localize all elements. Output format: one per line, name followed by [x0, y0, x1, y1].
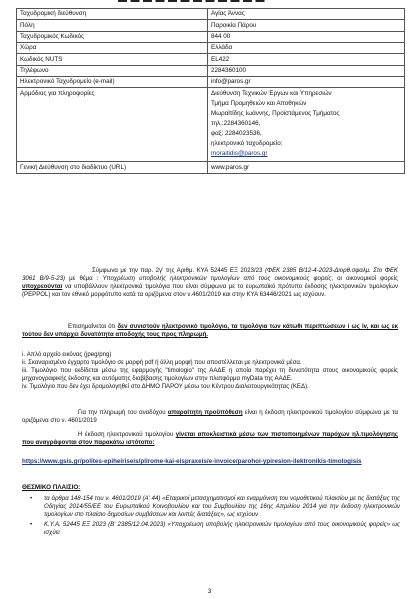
- contact-email-link[interactable]: moraitidis@paros.gr: [211, 149, 268, 157]
- info-value: info@paros.gr: [208, 76, 405, 87]
- contact-phone: τηλ.:2284360146,: [211, 119, 261, 127]
- legal-framework-list: [22, 495, 400, 539]
- paragraph-not-einvoice: Επισημαίνεται ότι δεν συνιστούν ηλεκτρονικό τιμολόγιο, τα τιμολόγια των κάτωθι περιπτώσεων i ως iv, και ως εκ τούτου δεν υπάρχει δυνατότητα αποδοχής τους προς πληρωμή.: [22, 323, 398, 339]
- info-value: Ελλάδα: [208, 42, 405, 53]
- website-row: [17, 162, 405, 173]
- exclusion-item-1: i. Απλό αρχείο εικόνας (jpeg/png): [22, 351, 112, 358]
- paragraph-payment-condition: Για την πληρωμή του αναδόχου απαραίτητη προϋπόθεση είναι η έκδοση ηλεκτρονικού τιμολογίου σύμφωνα με τα οριζόμενα στο ν. 4601/2019: [22, 409, 398, 425]
- info-value: EL422: [208, 54, 405, 65]
- info-label: Πόλη: [17, 20, 208, 31]
- contact-section: Τμήμα Προμηθειών και Αποθηκών: [211, 99, 307, 107]
- info-row: [17, 20, 405, 31]
- info-value: Παροικία Πάρου: [208, 20, 405, 31]
- providers-link[interactable]: https://www.gsis.gr/polites-epiheiriseis/plirome-kai-eispraxeis/e-invoice/parohoi-ypiresion-ilektronikis-timologisis: [22, 458, 362, 465]
- info-row: [17, 65, 405, 76]
- info-row: [17, 9, 405, 20]
- contact-person: Μωραϊτίδης Ιωάννης, Προϊστάμενος Τμήματος: [211, 109, 340, 117]
- info-row: [17, 42, 405, 53]
- info-label: Ηλεκτρονικό Ταχυδρομείο (e-mail): [17, 76, 208, 87]
- info-row: [17, 54, 405, 65]
- info-value: Αγίας Άννας: [208, 9, 405, 20]
- contact-department: Διεύθυνση Τεχνικών Έργων και Υπηρεσιών: [211, 89, 332, 97]
- info-label: Τηλέφωνο: [17, 65, 208, 76]
- paragraph-providers: Η έκδοση ηλεκτρονικού τιμολογίου γίνεται αποκλειστικά μέσω των πιστοποιημένων παρόχων ηλ.τιμολόγησης που αναγράφονται στον παρακάτω ιστότοπο:: [22, 431, 398, 447]
- exclusion-item-3: iii. Τιμολόγιο που εκδίδεται μέσω της εφαρμογής "timologio" της ΑΑΔΕ η οποία παρέχει τη δυνατότητα στους οικονομικούς φορείς μηχανογραφικής έκδοσης και αυτόματης διαβίβασης τιμολογίων στην πλατφόρμα myData της ΑΑΔΕ.: [22, 367, 398, 383]
- info-label: Κωδικός NUTS: [17, 54, 208, 65]
- cropped-header-fragment: [0, 0, 419, 6]
- legal-item: • τα άρθρα 148-154 του ν. 4601/2019 (Α' 44) «Εταιρικοί μετασχηματισμοί και εναρμόνιση του νομοθετικού πλαισίου με τις διατάξεις της Οδηγίας 2014/55/ΕΕ του Ευρωπαϊκού Κοινοβουλίου και του Συμβουλίου της 16ης Απριλίου 2014 για την έκδοση ηλεκτρονικών τιμολογίων στο πλαίσιο δημοσίων συμβάσεων και λοιπές διατάξεις», ως ισχύουν: [30, 495, 400, 519]
- exclusion-item-4: iv. Τιμολόγιο που δεν έχει δρομολογηθεί στο ΔΗΜΟ ΠΑΡΟΥ μέσω του Κέντρου Διαλειτουργικότητας (ΚΕΔ).: [22, 383, 309, 391]
- contact-email-label: ηλεκτρονικό ταχυδρομείο:: [211, 139, 283, 147]
- info-row: [17, 31, 405, 42]
- contact-details: [208, 88, 405, 162]
- info-label: Χώρα: [17, 42, 208, 53]
- page-number: 3: [207, 588, 212, 595]
- info-value: 2284360100: [208, 65, 405, 76]
- website-link[interactable]: www.paros.gr: [208, 162, 405, 173]
- contact-row: [17, 88, 405, 162]
- contact-fax: φαξ: 2284023536,: [211, 129, 262, 137]
- info-label: Ταχυδρομική διεύθυνση: [17, 9, 208, 20]
- contact-label: Αρμόδιος για πληροφορίες: [17, 88, 208, 162]
- paragraph-einvoice-obligation: Σύμφωνα με την παρ. 2γ' της Αριθμ. ΚΥΑ 52445 ΕΞ 2023/23 (ΦΕΚ 2385 Β/12-4-2023-Διορθ.σφαλμ. Στο ΦΕΚ 3061 Β/9-5-23) με θέμα : Υποχρέωση υποβολής ηλεκτρονικών τιμολογίων από τους οικονομικούς φορείς, οι οικονομικοί φορείς υποχρεούνται να υποβάλλουν ηλεκτρονικά τιμολόγια που είναι σύμφωνα με το ευρωπαϊκό πρότυπο έκδοσης ηλεκτρονικών τιμολογίων (PEPPOL) και τον εθνικό μορφότυπο κατά τα οριζόμενα στον ν.4601/2019 και στην ΚΥΑ 63446/2021 ως ισχύουν.: [22, 267, 398, 299]
- contracting-authority-table: [16, 8, 405, 174]
- legal-item: • Κ.Υ.Α. 52445 ΕΞ 2023 (Β' 2385/12.04.2023) «Υποχρέωση υποβολής ηλεκτρονικών τιμολογίων από τους οικονομικούς φορείς» ως ισχύει: [30, 521, 400, 537]
- website-label: Γενική Διεύθυνση στο διαδίκτυο (URL): [17, 162, 208, 173]
- info-value: 844 00: [208, 31, 405, 42]
- exclusion-item-2: ii. Σκαναρισμένο έγχαρτο τιμολόγιο σε μορφή pdf ή άλλη μορφή που αποστέλλεται με ηλεκτρονικά μέσα.: [22, 359, 302, 367]
- legal-framework-heading: ΘΕΣΜΙΚΟ ΠΛΑΙΣΙΟ:: [22, 484, 81, 491]
- info-row: [17, 76, 405, 87]
- exclusion-list: [22, 351, 398, 391]
- info-label: Ταχυδρομικός Κωδικός: [17, 31, 208, 42]
